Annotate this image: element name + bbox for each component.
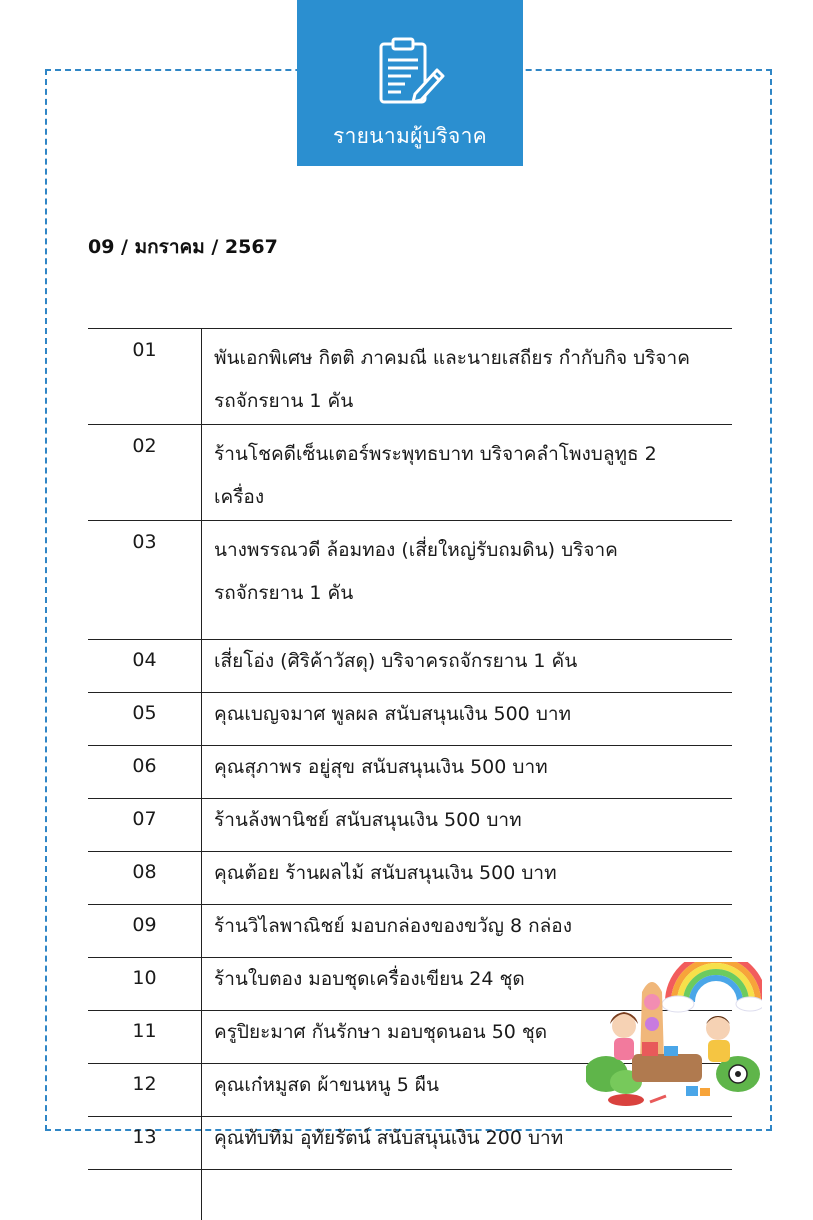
row-description: คุณต้อย ร้านผลไม้ สนับสนุนเงิน 500 บาท	[202, 852, 733, 905]
row-number: 10	[88, 958, 202, 1011]
header-banner	[297, 0, 523, 166]
row-line: รถจักรยาน 1 คัน	[214, 572, 732, 615]
row-number: 05	[88, 693, 202, 746]
row-number: 09	[88, 905, 202, 958]
row-line: นางพรรณวดี ล้อมทอง (เสี่ยใหญ่รับถมดิน) บริจาค	[214, 529, 732, 572]
table-row	[88, 852, 732, 905]
row-description: ร้านล้งพานิชย์ สนับสนุนเงิน 500 บาท	[202, 799, 733, 852]
row-number: 07	[88, 799, 202, 852]
table-row	[88, 521, 732, 640]
table-row	[88, 905, 732, 958]
children-playing-illustration	[586, 962, 762, 1112]
row-description-empty	[202, 1170, 733, 1220]
row-number: 11	[88, 1011, 202, 1064]
row-line: เครื่อง	[214, 476, 732, 519]
row-description: คุณเบญจมาศ พูลผล สนับสนุนเงิน 500 บาท	[202, 693, 733, 746]
row-number: 13	[88, 1117, 202, 1170]
row-number: 03	[88, 521, 202, 640]
row-description: คุณเก๋หมูสด ผ้าขนหนู 5 ผืน	[202, 1064, 733, 1117]
table-row-empty	[88, 1170, 732, 1220]
row-description	[202, 521, 733, 640]
table-row	[88, 799, 732, 852]
donation-date: 09 / มกราคม / 2567	[88, 232, 278, 262]
row-line: รถจักรยาน 1 คัน	[214, 380, 732, 423]
row-description: คุณทับทิม อุทัยรัตน์ สนับสนุนเงิน 200 บาท	[202, 1117, 733, 1170]
row-description: คุณสุภาพร อยู่สุข สนับสนุนเงิน 500 บาท	[202, 746, 733, 799]
row-description: ร้านวิไลพาณิชย์ มอบกล่องของขวัญ 8 กล่อง	[202, 905, 733, 958]
row-number: 04	[88, 640, 202, 693]
table-row	[88, 1117, 732, 1170]
clipboard-pencil-icon	[375, 36, 445, 108]
row-description: เสี่ยโอ่ง (ศิริค้าวัสดุ) บริจาครถจักรยาน 1 คัน	[202, 640, 733, 693]
table-row	[88, 746, 732, 799]
row-number: 01	[88, 329, 202, 425]
row-line: ร้านโชคดีเซ็นเตอร์พระพุทธบาท บริจาคลำโพงบลูทูธ 2	[214, 433, 732, 476]
row-number: 08	[88, 852, 202, 905]
row-description: ร้านใบตอง มอบชุดเครื่องเขียน 24 ชุด	[202, 958, 733, 1011]
row-number: 02	[88, 425, 202, 521]
row-description	[202, 329, 733, 425]
page-title: รายนามผู้บริจาค	[333, 120, 487, 153]
row-description	[202, 425, 733, 521]
table-row	[88, 640, 732, 693]
table-row	[88, 425, 732, 521]
row-description: ครูปิยะมาศ กันรักษา มอบชุดนอน 50 ชุด	[202, 1011, 733, 1064]
row-number: 12	[88, 1064, 202, 1117]
table-row	[88, 693, 732, 746]
row-line: พันเอกพิเศษ กิตติ ภาคมณี และนายเสถียร กำกับกิจ บริจาค	[214, 337, 732, 380]
table-row	[88, 329, 732, 425]
row-number-empty	[88, 1170, 202, 1220]
row-number: 06	[88, 746, 202, 799]
